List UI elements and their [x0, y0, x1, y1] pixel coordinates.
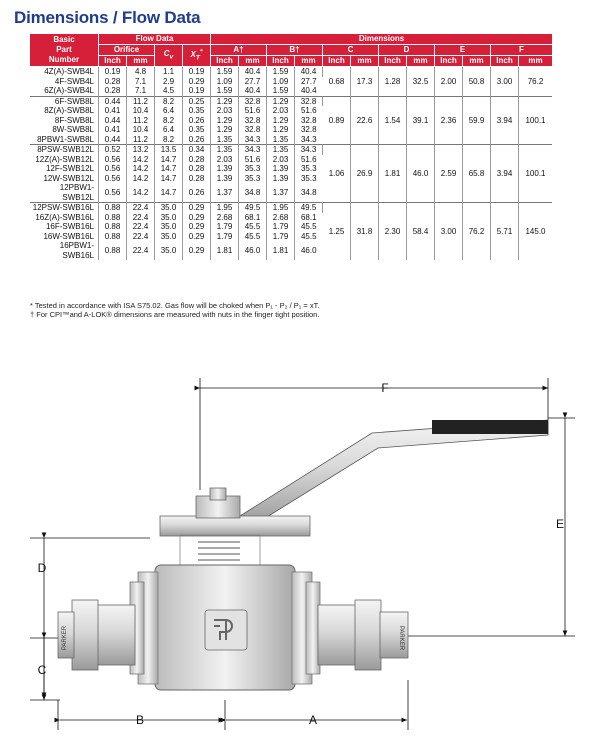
value-cell: 1.35 [211, 145, 239, 155]
value-cell: 1.59 [267, 67, 295, 77]
header-cv-sub: v [169, 53, 174, 61]
value-cell: 51.6 [300, 154, 317, 164]
value-cell: 40.4 [239, 67, 267, 77]
shared-dimension-cell: 17.3 [351, 67, 379, 97]
value-cell: 1.09 [211, 77, 239, 87]
shared-dimension-cell: 3.94 [491, 145, 519, 203]
shared-dimension-cell: 1.28 [379, 67, 407, 97]
header-xt-sup: * [199, 48, 203, 56]
shared-dimension-cell: 100.1 [519, 145, 553, 203]
value-cell: 6.4 [155, 106, 183, 116]
shared-dimension-cell: 65.8 [463, 145, 491, 203]
value-cell: 7.1 [127, 86, 155, 96]
part-number-cell: 16F-SWB16L [30, 222, 99, 232]
unit-row [30, 56, 552, 67]
part-number-cell: 8F-SWB8L [30, 116, 99, 126]
shared-dimension-cell: 2.36 [435, 96, 463, 145]
value-cell: 8.2 [155, 96, 183, 106]
value-cell: 0.26 [183, 135, 211, 145]
value-cell: 4.5 [155, 86, 183, 96]
unit-header-mm: mm [519, 56, 553, 67]
value-cell: 22.4 [127, 203, 155, 213]
value-cell: 1.29 [211, 125, 239, 135]
value-cell: 1.81 [211, 241, 239, 260]
value-cell: 13.2 [127, 145, 155, 155]
value-cell: 49.5 [295, 203, 323, 213]
unit-header-inch: Inch [99, 56, 127, 67]
value-cell: 32.8 [300, 115, 317, 125]
left-end-fitting [58, 600, 135, 670]
value-cell: 51.6 [300, 106, 317, 115]
part-number-cell: 16PBW1-SWB16L [30, 241, 99, 260]
value-cell: 7.1 [127, 77, 155, 87]
header-f: F [491, 45, 553, 56]
header-number: Number [48, 55, 80, 64]
unit-header-inch: Inch [379, 56, 407, 67]
unit-header-mm: mm [351, 56, 379, 67]
header-xt-main: X [190, 50, 196, 60]
value-cell: 0.28 [183, 164, 211, 174]
value-cell: 0.29 [183, 222, 211, 232]
header-basic-part-number [30, 34, 99, 67]
header-c: C [323, 45, 379, 56]
value-cell: 1.37 [211, 183, 239, 203]
value-cell: 4.8 [127, 67, 155, 77]
value-cell: 0.25 [183, 96, 211, 106]
part-number-cell: 12Z(A)-SWB12L [30, 155, 99, 165]
shared-dimension-cell: 58.4 [407, 203, 435, 261]
value-cell: 0.41 [99, 125, 127, 135]
value-cell: 11.2 [127, 135, 155, 145]
footnote-isa: * Tested in accordance with ISA S75.02. Gas flow will be choked when P₁ - P₂ / P₁ = xT. [30, 301, 320, 310]
value-cell: 14.2 [127, 174, 155, 184]
value-cell: 0.28 [183, 174, 211, 184]
value-cell: 0.28 [183, 155, 211, 165]
value-cell: 11.2 [127, 116, 155, 126]
part-number-cell: 8Z(A)-SWB8L [30, 106, 99, 116]
value-cell: 0.28 [99, 77, 127, 87]
part-number-cell: 8W-SWB8L [30, 125, 99, 135]
shared-dimension-cell: 59.9 [463, 96, 491, 145]
value-cell: 35.3 [239, 174, 267, 184]
table-row [30, 145, 552, 155]
value-cell: 8.2 [155, 116, 183, 126]
value-cell: 35.0 [155, 232, 183, 242]
header-flow-data: Flow Data [99, 34, 211, 45]
table-body [30, 67, 552, 261]
unit-header-inch: Inch [491, 56, 519, 67]
value-cell: 0.35 [183, 106, 211, 116]
value-cell: 0.88 [99, 241, 127, 260]
value-cell: 51.6 [239, 106, 267, 116]
value-cell: 32.8 [300, 125, 317, 134]
value-cell: 1.95 [211, 203, 239, 213]
unit-header-inch: Inch [323, 56, 351, 67]
ball-valve-drawing [0, 320, 600, 749]
part-number-cell: 12F-SWB12L [30, 164, 99, 174]
value-cell: 35.3 [300, 164, 317, 173]
value-cell: 0.19 [183, 67, 211, 77]
value-cell: 1.95 [267, 203, 295, 213]
value-cell: 34.3 [239, 135, 267, 145]
value-cell: 22.4 [127, 213, 155, 223]
shared-dimension-cell: 76.2 [463, 203, 491, 261]
value-cell: 0.88 [99, 203, 127, 213]
value-cell: 14.7 [155, 164, 183, 174]
value-cell: 14.7 [155, 183, 183, 203]
value-cell: 0.29 [183, 77, 211, 87]
value-cell: 8.2 [155, 135, 183, 145]
value-cell: 1.29 [267, 116, 295, 126]
value-cell: 0.29 [183, 213, 211, 223]
value-cell: 68.1 [300, 212, 317, 222]
part-number-cell: 12W-SWB12L [30, 174, 99, 184]
value-cell: 0.52 [99, 145, 127, 155]
shared-dimension-cell: 39.1 [407, 96, 435, 145]
header-b: B† [267, 45, 323, 56]
part-number-cell: 16W-SWB16L [30, 232, 99, 242]
value-cell: 68.1 [239, 213, 267, 223]
value-cell: 0.88 [99, 222, 127, 232]
value-cell: 0.26 [183, 183, 211, 203]
shared-dimension-cell: 0.89 [323, 96, 351, 145]
shared-dimension-cell: 100.1 [519, 96, 553, 145]
value-cell: 22.4 [127, 232, 155, 242]
value-cell: 13.5 [155, 145, 183, 155]
value-cell: 22.4 [127, 241, 155, 260]
header-xt [183, 45, 211, 67]
header-basic: Basic [53, 35, 75, 44]
unit-header-inch: Inch [435, 56, 463, 67]
shared-dimension-cell: 32.5 [407, 67, 435, 97]
value-cell: 22.4 [127, 222, 155, 232]
value-cell: 40.4 [300, 86, 317, 95]
part-number-cell: 12PSW-SWB16L [30, 203, 99, 213]
value-cell: 0.34 [183, 145, 211, 155]
unit-header-inch: Inch [267, 56, 295, 67]
value-cell: 34.3 [239, 145, 267, 155]
value-cell: 35.0 [155, 213, 183, 223]
value-cell: 40.4 [295, 67, 323, 77]
value-cell: 46.0 [300, 245, 317, 255]
value-cell: 1.29 [211, 96, 239, 106]
value-cell: 27.7 [239, 77, 267, 87]
value-cell: 0.29 [183, 241, 211, 260]
value-cell: 49.5 [239, 203, 267, 213]
value-cell: 45.5 [300, 222, 317, 231]
dim-label-b: B [135, 713, 145, 727]
shared-dimension-cell: 145.0 [519, 203, 553, 261]
dim-label-c: C [37, 663, 47, 677]
value-cell: 45.5 [239, 232, 267, 242]
value-cell: 34.8 [300, 187, 317, 197]
unit-header-inch: Inch [211, 56, 239, 67]
value-cell: 0.28 [99, 86, 127, 96]
value-cell: 35.3 [239, 164, 267, 174]
unit-header-mm: mm [463, 56, 491, 67]
value-cell: 46.0 [239, 241, 267, 260]
value-cell: 0.29 [183, 203, 211, 213]
shared-dimension-cell: 26.9 [351, 145, 379, 203]
value-cell: 0.35 [183, 125, 211, 135]
value-cell: 0.88 [99, 213, 127, 223]
valve-handle [240, 420, 548, 525]
value-cell: 0.29 [183, 232, 211, 242]
value-cell: 6.4 [155, 125, 183, 135]
value-cell: 1.39 [211, 164, 239, 174]
header-dimensions: Dimensions [211, 34, 553, 45]
shared-dimension-cell: 2.30 [379, 203, 407, 261]
value-cell: 0.44 [99, 135, 127, 145]
dim-label-d: D [37, 561, 47, 575]
part-number-cell: 16Z(A)-SWB16L [30, 213, 99, 223]
value-cell: 51.6 [239, 155, 267, 165]
part-number-cell: 4Z(A)-SWB4L [30, 67, 99, 77]
value-cell: 35.0 [155, 222, 183, 232]
right-end-fitting [318, 600, 408, 670]
value-cell: 32.8 [239, 96, 267, 106]
footnote-cpi: † For CPI™and A-LOK® dimensions are measured with nuts in the finger tight position. [30, 310, 320, 319]
value-cell: 40.4 [239, 86, 267, 96]
value-cell: 2.68 [267, 213, 295, 223]
value-cell: 0.56 [99, 183, 127, 203]
value-cell: 1.29 [267, 125, 295, 135]
left-parker-marking: PARKER [62, 625, 68, 651]
value-cell: 34.3 [300, 134, 317, 144]
value-cell: 0.26 [183, 116, 211, 126]
shared-dimension-cell: 5.71 [491, 203, 519, 261]
header-cv-main: C [163, 48, 170, 58]
value-cell: 14.2 [127, 155, 155, 165]
part-number-cell: 6Z(A)-SWB4L [30, 86, 99, 96]
header-xt-sub: T [195, 54, 200, 62]
value-cell: 1.79 [211, 232, 239, 242]
value-cell: 0.88 [99, 232, 127, 242]
header-d: D [379, 45, 435, 56]
table-row [30, 67, 552, 77]
part-number-cell: 6F-SWB8L [30, 96, 99, 106]
shared-dimension-cell: 22.6 [351, 96, 379, 145]
value-cell: 1.35 [211, 135, 239, 145]
value-cell: 1.39 [267, 164, 295, 174]
value-cell: 1.29 [211, 116, 239, 126]
shared-dimension-cell: 50.8 [463, 67, 491, 97]
dim-label-f: F [381, 381, 389, 395]
value-cell: 1.1 [155, 67, 183, 77]
shared-dimension-cell: 0.68 [323, 67, 351, 97]
value-cell: 2.68 [211, 213, 239, 223]
value-cell: 2.03 [267, 155, 295, 165]
value-cell: 14.7 [155, 155, 183, 165]
header-part: Part [56, 45, 72, 54]
value-cell: 1.79 [267, 232, 295, 242]
value-cell: 14.2 [127, 164, 155, 174]
value-cell: 1.37 [267, 183, 295, 203]
value-cell: 1.81 [267, 241, 295, 260]
value-cell: 1.39 [211, 174, 239, 184]
value-cell: 0.19 [99, 67, 127, 77]
value-cell: 32.8 [239, 125, 267, 135]
shared-dimension-cell: 46.0 [407, 145, 435, 203]
value-cell: 0.19 [183, 86, 211, 96]
value-cell: 2.03 [211, 155, 239, 165]
value-cell: 35.0 [155, 241, 183, 260]
shared-dimension-cell: 3.94 [491, 96, 519, 145]
value-cell: 1.59 [211, 67, 239, 77]
shared-dimension-cell: 2.00 [435, 67, 463, 97]
shared-dimension-cell: 2.59 [435, 145, 463, 203]
dim-label-a: A [308, 713, 318, 727]
shared-dimension-cell: 1.81 [379, 145, 407, 203]
header-e: E [435, 45, 491, 56]
shared-dimension-cell: 3.00 [491, 67, 519, 97]
value-cell: 2.03 [211, 106, 239, 116]
shared-dimension-cell: 3.00 [435, 203, 463, 261]
value-cell: 0.41 [99, 106, 127, 116]
value-cell: 11.2 [127, 96, 155, 106]
value-cell: 27.7 [300, 76, 317, 86]
unit-header-mm: mm [407, 56, 435, 67]
value-cell: 1.35 [267, 145, 295, 155]
value-cell: 32.8 [239, 116, 267, 126]
value-cell: 35.0 [155, 203, 183, 213]
value-cell: 1.79 [211, 222, 239, 232]
header-orifice: Orifice [99, 45, 155, 56]
shared-dimension-cell: 1.25 [323, 203, 351, 261]
table-row [30, 96, 552, 106]
dim-label-e: E [555, 517, 565, 531]
value-cell: 1.39 [267, 174, 295, 184]
value-cell: 0.44 [99, 96, 127, 106]
right-parker-marking: PARKER [398, 625, 404, 651]
shared-dimension-cell: 1.54 [379, 96, 407, 145]
valve-body [130, 565, 320, 690]
value-cell: 0.44 [99, 116, 127, 126]
value-cell: 34.3 [295, 145, 323, 155]
shared-dimension-cell: 1.06 [323, 145, 351, 203]
value-cell: 0.56 [99, 174, 127, 184]
value-cell: 2.9 [155, 77, 183, 87]
value-cell: 1.29 [267, 96, 295, 106]
value-cell: 10.4 [127, 125, 155, 135]
dimensions-flow-table [30, 34, 552, 260]
value-cell: 45.5 [300, 231, 317, 241]
value-cell: 0.56 [99, 155, 127, 165]
value-cell: 14.7 [155, 174, 183, 184]
part-number-cell: 8PBW1-SWB8L [30, 135, 99, 145]
value-cell: 1.09 [267, 77, 295, 87]
header-cv [155, 45, 183, 67]
page-title: Dimensions / Flow Data [14, 8, 201, 27]
unit-header-mm: mm [295, 56, 323, 67]
unit-header-mm: mm [127, 56, 155, 67]
header-a: A† [211, 45, 267, 56]
value-cell: 1.79 [267, 222, 295, 232]
table-row [30, 203, 552, 213]
unit-header-mm: mm [239, 56, 267, 67]
value-cell: 2.03 [267, 106, 295, 116]
shared-dimension-cell: 76.2 [527, 76, 544, 86]
value-cell: 1.59 [211, 86, 239, 96]
value-cell: 1.59 [267, 86, 295, 96]
part-number-cell: 8PSW-SWB12L [30, 145, 99, 155]
value-cell: 34.8 [239, 183, 267, 203]
part-number-cell: 12PBW1-SWB12L [30, 183, 99, 203]
value-cell: 10.4 [127, 106, 155, 116]
shared-dimension-cell: 31.8 [351, 203, 379, 261]
value-cell: 35.3 [300, 173, 317, 183]
value-cell: 45.5 [239, 222, 267, 232]
value-cell: 14.2 [127, 183, 155, 203]
value-cell: 0.56 [99, 164, 127, 174]
part-number-cell: 4F-SWB4L [30, 77, 99, 87]
value-cell: 1.35 [267, 135, 295, 145]
value-cell: 32.8 [295, 96, 323, 106]
